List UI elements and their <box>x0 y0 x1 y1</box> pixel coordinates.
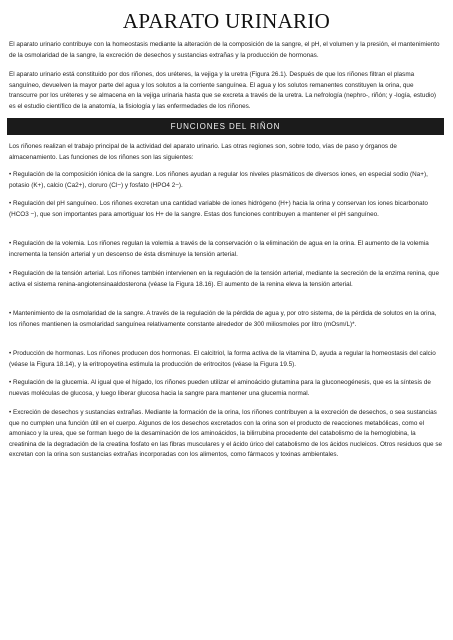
section-heading: FUNCIONES DEL RIÑON <box>170 122 281 131</box>
intro-paragraph-2: El aparato urinario está constituido por dos riñones, dos uréteres, la vejiga y la uretra (Figura 26.1). Después de que los riñones filtran el plasma sanguíneo, devuelven la mayor parte del agua y los solutos a la corriente sanguínea. El agua y los solutos remanentes constituyen la orina, que transcurre por los uréteres y se almacena en la vejiga urinaria hasta que se excreta a través de la uretra. La nefrología (nephro-, riñón; y -logía, estudio) es el estudio científico de la anatomía, la fisiología y las enfermedades de los riñones. <box>9 71 437 110</box>
section-header-bar <box>7 118 444 135</box>
function-item-blood-volume: • Regulación de la volemia. Los riñones regulan la volemia a través de la conservación o la eliminación de agua en la orina. El aumento de la volemia incrementa la tensión arterial y un descenso de ésta disminuye la tensión arterial. <box>9 240 429 258</box>
section-lead-paragraph: Los riñones realizan el trabajo principal de la actividad del aparato urinario. Las otras regiones son, sobre todo, vías de paso y órganos de almacenamiento. Las funciones de los riñones son las siguientes: <box>9 143 397 161</box>
function-item-osmolarity: • Mantenimiento de la osmolaridad de la sangre. A través de la regulación de la pérdida de agua y, por otro sistema, de la pérdida de solutos en la orina, los riñones mantienen la osmolaridad sanguínea relativamente constante alrededor de 300 miliosmoles por litro (mOsm/L)*. <box>9 310 437 328</box>
function-item-blood-ph: • Regulación del pH sanguíneo. Los riñones excretan una cantidad variable de iones hidrógeno (H+) hacia la orina y conservan los iones bicarbonato (HCO3 −), que son importantes para amortiguar los H+ de la sangre. Estas dos funciones contribuyen a mantener el pH sanguíneo. <box>9 200 428 218</box>
intro-paragraph-1: El aparato urinario contribuye con la homeostasis mediante la alteración de la composición de la sangre, el pH, el volumen y la presión, el mantenimiento de la osmolaridad de la sangre, la excreción de desechos y sustancias extrañas y la producción de hormonas. <box>9 41 440 59</box>
function-item-blood-pressure: • Regulación de la tensión arterial. Los riñones también intervienen en la regulación de la tensión arterial, mediante la secreción de la enzima renina, que activa el sistema renina-angiotensinaaldosterona (véase la Figura 18.16). El aumento de la renina eleva la tensión arterial. <box>9 270 439 288</box>
page-title: APARATO URINARIO <box>122 9 331 33</box>
function-item-glycemia: • Regulación de la glucemia. Al igual que el hígado, los riñones pueden utilizar el aminoácido glutamina para la gluconeogénesis, que es la síntesis de nuevas moléculas de glucosa, y luego liberar glucosa hacia la sangre para mantener una glucemia normal. <box>9 379 431 397</box>
function-item-hormones: • Producción de hormonas. Los riñones producen dos hormonas. El calcitriol, la forma activa de la vitamina D, ayuda a regular la homeostasis del calcio (véase la Figura 18.14), y la eritropoyetina estimula la producción de eritrocitos (véase la Figura 19.5). <box>9 350 436 368</box>
function-item-ionic-composition: • Regulación de la composición iónica de la sangre. Los riñones ayudan a regular los niveles plasmáticos de diversos iones, en especial sodio (Na+), potasio (K+), calcio (Ca2+), cloruro (Cl−) y fosfato (HPO4 2−). <box>9 171 428 189</box>
function-item-waste-excretion: • Excreción de desechos y sustancias extrañas. Mediante la formación de la orina, los riñones contribuyen a la excreción de desechos, o sea sustancias que no cumplen una función útil en el cuerpo. Algunos de los desechos excretados con la orina son el producto de reacciones metabólicas, como el amoniaco y la urea, que se forman luego de la desaminación de los aminoácidos, la bilirrubina procedente del catabolismo de la hemoglobina, la creatinina de la degradación de la creatina fosfato en las fibras musculares y el ácido úrico del catabolismo de los ácidos nucleicos. Otros residuos que se excretan con la orina son sustancias extrañas incorporadas con los alimentos, como fármacos y toxinas ambientales. <box>9 409 443 459</box>
